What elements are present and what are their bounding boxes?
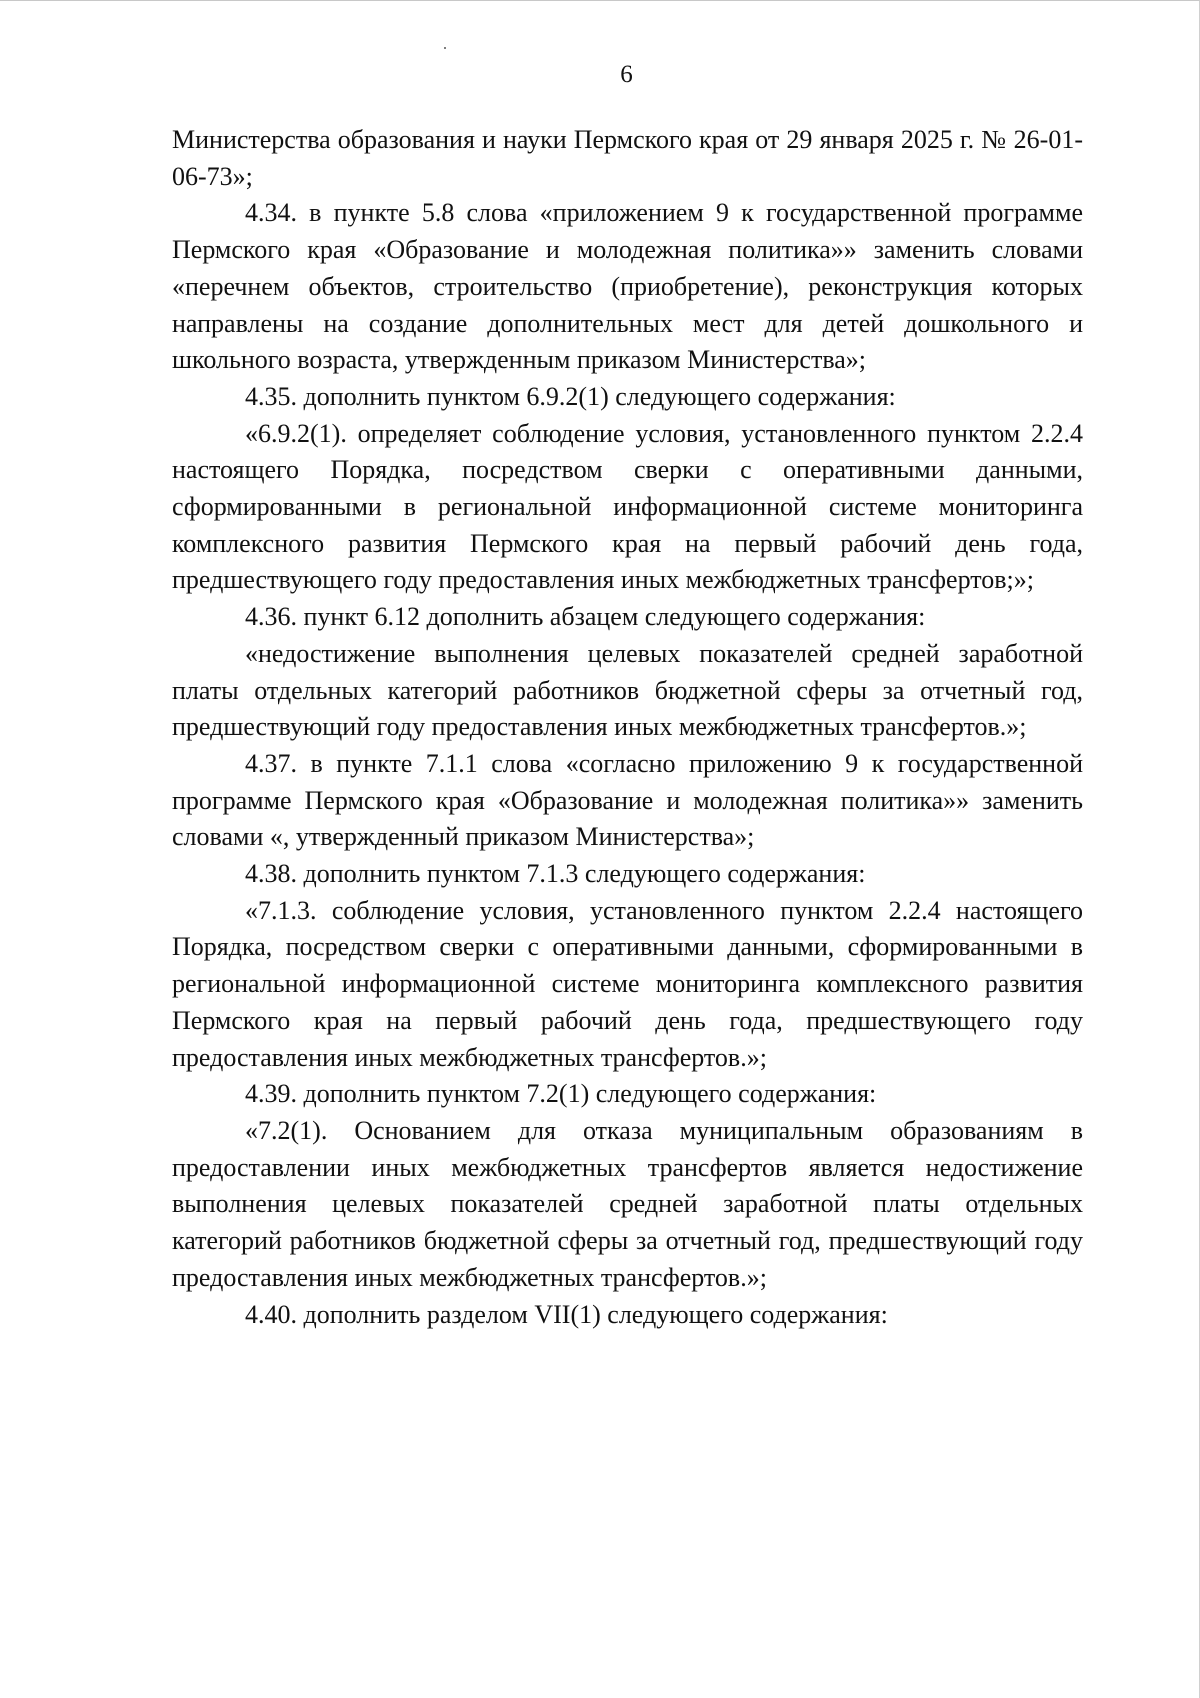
paragraph-6-9-2-1-text: «6.9.2(1). определяет соблюдение условия, установленного пунктом 2.2.4 настоящего Порядка, посредством сверки с оперативными данными, сформированными в региональной информационной системе мониторинга комплексного развития Пермского края на первый рабочий день года, предшествующего году предоставления иных межбюджетных трансфертов;»;: [172, 418, 1083, 595]
paragraph-4-35: 4.35. дополнить пунктом 6.9.2(1) следующего содержания:: [245, 381, 896, 411]
document-body: [172, 122, 1083, 1333]
scan-speck: [444, 47, 446, 49]
paragraph-4-34: 4.34. в пункте 5.8 слова «приложением 9 к государственной программе Пермского края «Образование и молодежная политика»» заменить словами «перечнем объектов, строительство (приобретение), реконструкция которых направлены на создание дополнительных мест для детей дошкольного и школьного возраста, утвержденным приказом Министерства»;: [172, 198, 1083, 375]
paragraph-4-36: 4.36. пункт 6.12 дополнить абзацем следующего содержания:: [245, 602, 926, 632]
paragraph-6-12-addition-text: «недостижение выполнения целевых показателей средней заработной платы отдельных категорий работников бюджетной сферы за отчетный год, предшествующий году предоставления иных межбюджетных трансфертов.»;: [172, 638, 1083, 742]
paragraph-7-2-1-text: «7.2(1). Основанием для отказа муниципальным образованиям в предоставлении иных межбюджетных трансфертов является недостижение выполнения целевых показателей средней заработной платы отдельных категорий работников бюджетной сферы за отчетный год, предшествующий году предоставления иных межбюджетных трансфертов.»;: [172, 1115, 1083, 1292]
paragraph-4-39: 4.39. дополнить пунктом 7.2(1) следующего содержания:: [245, 1079, 877, 1109]
page-number: 6: [620, 61, 633, 88]
paragraph-4-38: 4.38. дополнить пунктом 7.1.3 следующего содержания:: [245, 859, 866, 889]
paragraph-continuation: Министерства образования и науки Пермского края от 29 января 2025 г. № 26-01-06-73»;: [172, 125, 1083, 191]
paragraph-4-40: 4.40. дополнить разделом VII(1) следующего содержания:: [245, 1299, 888, 1329]
paragraph-7-1-3-text: «7.1.3. соблюдение условия, установленного пунктом 2.2.4 настоящего Порядка, посредством сверки с оперативными данными, сформированными в региональной информационной системе мониторинга комплексного развития Пермского края на первый рабочий день года, предшествующего году предоставления иных межбюджетных трансфертов.»;: [172, 895, 1083, 1072]
paragraph-4-37: 4.37. в пункте 7.1.1 слова «согласно приложению 9 к государственной программе Пермского края «Образование и молодежная политика»» заменить словами «, утвержденный приказом Министерства»;: [172, 748, 1083, 852]
